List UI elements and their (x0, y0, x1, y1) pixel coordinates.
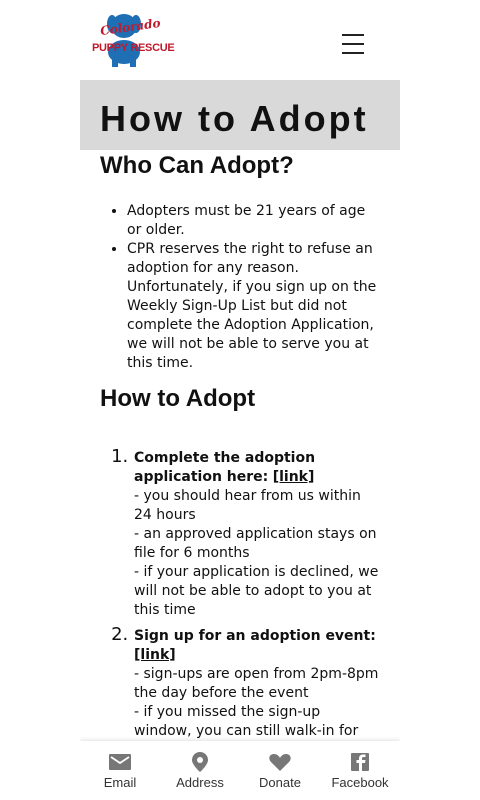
envelope-icon (108, 751, 132, 773)
nav-email[interactable] (80, 741, 160, 800)
hero-banner (80, 80, 400, 150)
main-content (100, 150, 380, 765)
step-detail: - sign-ups are open from 2pm-8pm the day before the event (134, 666, 379, 701)
how-to-adopt-heading: How to Adopt (100, 385, 256, 412)
hamburger-menu-icon[interactable] (342, 34, 366, 56)
step-detail: - you should hear from us within 24 hours (134, 488, 361, 523)
step-item (134, 447, 380, 620)
header (80, 0, 400, 80)
nav-label: Facebook (331, 775, 389, 790)
nav-label: Address (176, 775, 224, 790)
eligibility-list (100, 202, 380, 373)
facebook-icon (348, 751, 372, 773)
step-title: Sign up for an adoption event: (134, 628, 376, 644)
page (80, 0, 400, 800)
step-item (134, 625, 380, 760)
nav-label: Donate (259, 775, 301, 790)
page-title: How to Adopt (100, 98, 369, 139)
step-title: Complete the adoption application here: (134, 450, 316, 485)
adoption-steps (100, 447, 380, 760)
list-item: • CPR reserves the right to refuse an adoption for any reason. Unfortunately, if you sign up on the Weekly Sign-Up List but did not complete the Adoption Application, we will not be able to serve you at this time. (127, 240, 380, 373)
logo-script-text: Colorado (99, 15, 162, 39)
step-detail: - if your application is declined, we will not be able to adopt to you at this time (134, 564, 379, 618)
logo[interactable] (90, 8, 175, 68)
who-can-adopt-heading: Who Can Adopt? (100, 152, 294, 179)
nav-facebook[interactable] (320, 741, 400, 800)
bottom-navigation (80, 741, 400, 800)
step-detail: - an approved application stays on file for 6 months (134, 526, 377, 561)
event-signup-link[interactable]: [link] (134, 647, 176, 663)
map-pin-icon (188, 751, 212, 773)
list-item: • Adopters must be 21 years of age or older. (127, 202, 380, 240)
nav-address[interactable] (160, 741, 240, 800)
application-link[interactable]: [link] (272, 469, 315, 485)
heart-icon (268, 751, 292, 773)
nav-label: Email (103, 775, 137, 790)
logo-text: PUPPY RESCUE (92, 42, 175, 54)
step-detail: - if you missed the sign-up window, you can still walk-in for (134, 704, 359, 739)
nav-donate[interactable] (240, 741, 320, 800)
